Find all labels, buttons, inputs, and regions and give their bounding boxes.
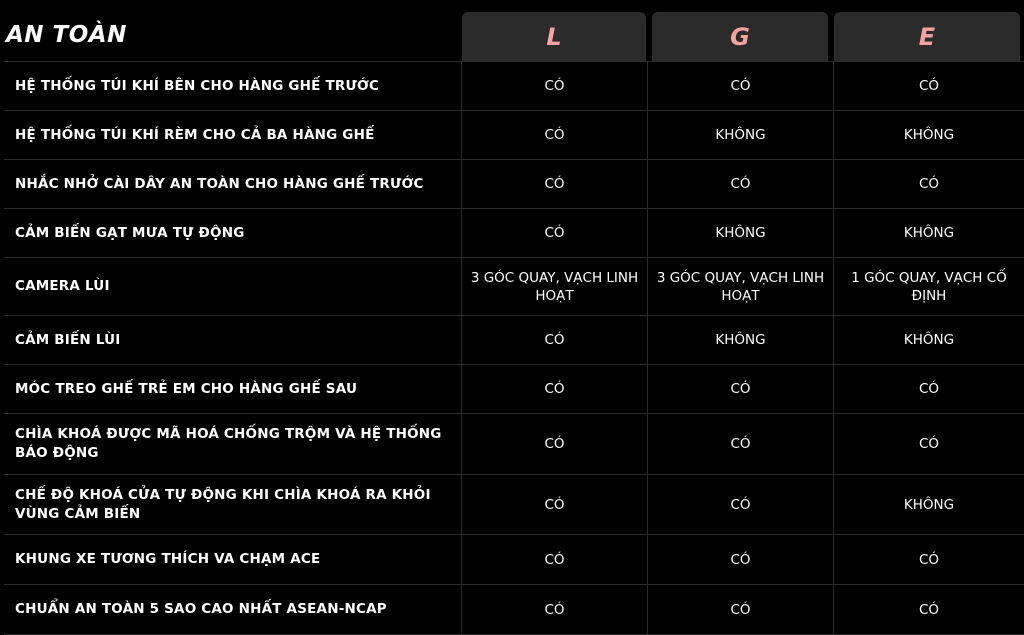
trim-label-g: G bbox=[730, 22, 750, 51]
table-row bbox=[4, 414, 1024, 475]
feature-label: HỆ THỐNG TÚI KHÍ BÊN CHO HÀNG GHẾ TRƯỚC bbox=[15, 77, 380, 94]
trim-header-l bbox=[462, 12, 646, 61]
table-row bbox=[4, 316, 1024, 365]
spec-table bbox=[4, 61, 1024, 635]
value-g: KHÔNG bbox=[647, 209, 833, 257]
value-g: KHÔNG bbox=[647, 111, 833, 159]
feature-label: CHÌA KHOÁ ĐƯỢC MÃ HOÁ CHỐNG TRỘM VÀ HỆ THỐNG BÁO ĐỘNG bbox=[15, 426, 442, 461]
table-row bbox=[4, 475, 1024, 535]
value-l: CÓ bbox=[461, 111, 647, 159]
feature-label: CAMERA LÙI bbox=[15, 278, 110, 294]
table-row bbox=[4, 535, 1024, 585]
table-row bbox=[4, 209, 1024, 258]
feature-label: NHẮC NHỞ CÀI DÂY AN TOÀN CHO HÀNG GHẾ TRƯỚC bbox=[15, 175, 424, 192]
value-e: CÓ bbox=[833, 414, 1024, 474]
value-g: CÓ bbox=[647, 475, 833, 534]
table-row bbox=[4, 585, 1024, 635]
value-l: CÓ bbox=[461, 585, 647, 634]
feature-label: HỆ THỐNG TÚI KHÍ RÈM CHO CẢ BA HÀNG GHẾ bbox=[15, 126, 375, 143]
value-e: KHÔNG bbox=[833, 316, 1024, 364]
feature-label: CẢM BIẾN GẠT MƯA TỰ ĐỘNG bbox=[15, 224, 245, 241]
feature-label: CẢM BIẾN LÙI bbox=[15, 331, 121, 348]
value-l: CÓ bbox=[461, 414, 647, 474]
trim-header-g bbox=[652, 12, 828, 61]
value-l: CÓ bbox=[461, 62, 647, 110]
value-g: CÓ bbox=[647, 160, 833, 208]
value-l: CÓ bbox=[461, 160, 647, 208]
value-g: KHÔNG bbox=[647, 316, 833, 364]
trim-label-l: L bbox=[546, 22, 562, 51]
value-l: CÓ bbox=[461, 209, 647, 257]
value-l: CÓ bbox=[461, 365, 647, 413]
table-row bbox=[4, 62, 1024, 111]
value-l: CÓ bbox=[461, 535, 647, 584]
feature-label: KHUNG XE TƯƠNG THÍCH VA CHẠM ACE bbox=[15, 551, 321, 567]
value-l: CÓ bbox=[461, 475, 647, 534]
value-l: 3 GÓC QUAY, VẠCH LINH HOẠT bbox=[461, 258, 647, 315]
feature-label: MÓC TREO GHẾ TRẺ EM CHO HÀNG GHẾ SAU bbox=[15, 380, 358, 397]
value-g: CÓ bbox=[647, 414, 833, 474]
value-e: KHÔNG bbox=[833, 111, 1024, 159]
value-e: CÓ bbox=[833, 62, 1024, 110]
value-e: KHÔNG bbox=[833, 209, 1024, 257]
table-row bbox=[4, 160, 1024, 209]
table-row bbox=[4, 365, 1024, 414]
value-e: CÓ bbox=[833, 535, 1024, 584]
value-g: CÓ bbox=[647, 62, 833, 110]
feature-label: CHUẨN AN TOÀN 5 SAO CAO NHẤT ASEAN-NCAP bbox=[15, 601, 387, 617]
value-l: CÓ bbox=[461, 316, 647, 364]
value-g: 3 GÓC QUAY, VẠCH LINH HOẠT bbox=[647, 258, 833, 315]
feature-label: CHẾ ĐỘ KHOÁ CỬA TỰ ĐỘNG KHI CHÌA KHOÁ RA KHỎI VÙNG CẢM BIẾN bbox=[15, 486, 431, 522]
section-title: AN TOÀN bbox=[6, 22, 127, 48]
value-g: CÓ bbox=[647, 365, 833, 413]
table-row bbox=[4, 258, 1024, 316]
trim-label-e: E bbox=[918, 22, 936, 51]
value-g: CÓ bbox=[647, 535, 833, 584]
value-e: CÓ bbox=[833, 160, 1024, 208]
value-g: CÓ bbox=[647, 585, 833, 634]
trim-header-e bbox=[834, 12, 1020, 61]
table-row bbox=[4, 111, 1024, 160]
value-e: 1 GÓC QUAY, VẠCH CỐ ĐỊNH bbox=[833, 258, 1024, 315]
value-e: CÓ bbox=[833, 585, 1024, 634]
value-e: CÓ bbox=[833, 365, 1024, 413]
value-e: KHÔNG bbox=[833, 475, 1024, 534]
